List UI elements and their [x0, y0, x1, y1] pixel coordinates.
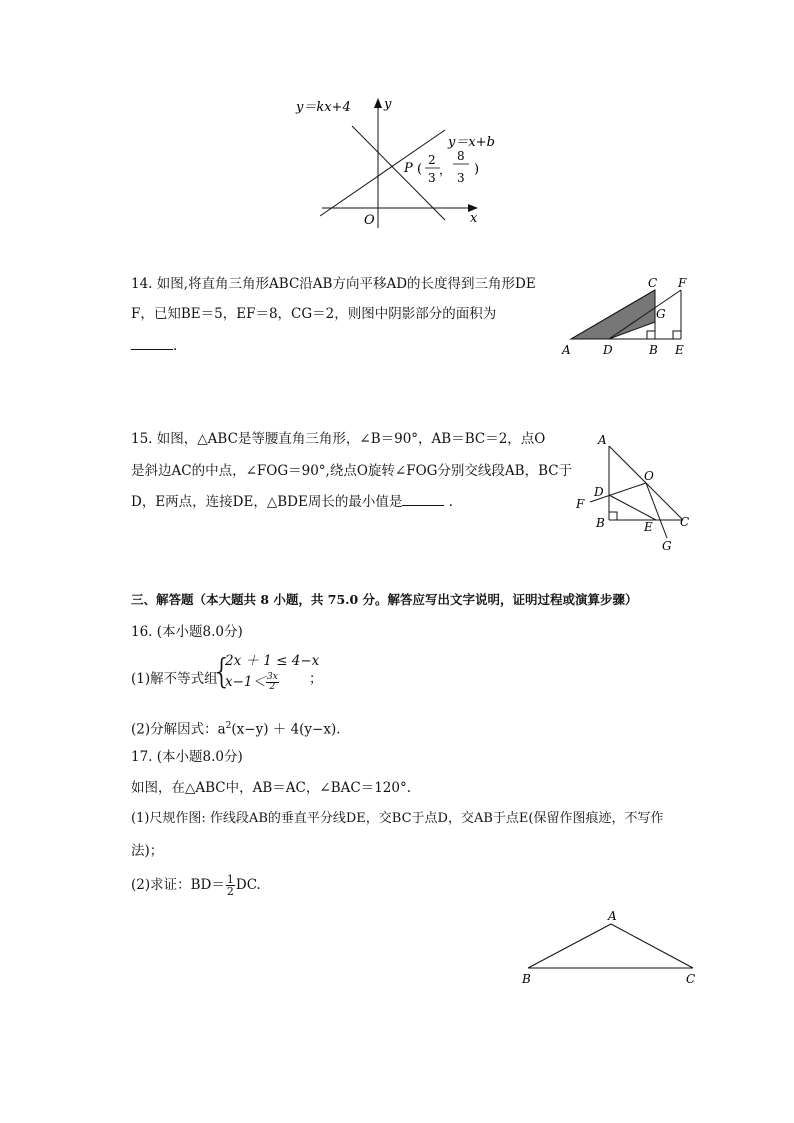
right-angle-e [673, 331, 681, 339]
q15-line3 [131, 493, 453, 511]
label-b: B [596, 516, 605, 530]
label-a: A [608, 909, 617, 923]
q14-line3 [131, 337, 177, 355]
label-line2: y＝x+b [448, 135, 495, 150]
label-c: C [686, 972, 696, 986]
fraction-den: 2 [269, 682, 276, 692]
py-num: 8 [457, 149, 465, 163]
q15-line2: 是斜边AC的中点，∠FOG＝90°,绕点O旋转∠FOG分别交线段AB，BC于 [131, 463, 573, 479]
figure-15-triangle [570, 430, 700, 555]
line-x-plus-b [320, 130, 445, 216]
q17-header: 17. (本小题8.0分) [131, 749, 243, 765]
label-c: C [680, 515, 690, 529]
label-origin: O [364, 213, 375, 228]
px-den: 3 [428, 171, 436, 185]
label-a: A [562, 343, 571, 357]
fraction-den: 2 [226, 885, 234, 898]
figure-14-triangles [555, 272, 705, 362]
label-e: E [675, 343, 684, 357]
q16-part2-prefix: (2)分解因式：a [131, 721, 226, 738]
q16-part2-rest: (x−y) ＋ 4(y−x). [231, 721, 341, 738]
q16-part1-prefix: (1)解不等式组 [131, 671, 218, 687]
side-ab [528, 924, 611, 968]
label-o: O [644, 469, 654, 483]
right-angle-b [647, 331, 655, 339]
fraction-num: 3x [267, 672, 278, 682]
q16-part2 [131, 717, 341, 739]
q17-line3: 法)； [131, 843, 164, 859]
inequality-2 [225, 673, 279, 692]
q14-line2: F，已知BE＝5，EF＝8，CG＝2，则图中阴影部分的面积为 [131, 306, 497, 322]
q14-line1: 14. 如图,将直角三角形ABC沿AB方向平移AD的长度得到三角形DE [131, 276, 536, 292]
label-b: B [649, 343, 658, 357]
label-f: F [576, 497, 585, 511]
q16-part1-suffix: ； [309, 671, 323, 687]
paren-right: ) [474, 162, 480, 177]
label-g: G [656, 307, 666, 321]
px-num: 2 [428, 153, 436, 167]
q15-line1: 15. 如图，△ABC是等腰直角三角形，∠B＝90°，AB＝BC＝2，点O [131, 431, 546, 447]
paren-left: ( [417, 162, 423, 177]
q17-line1: 如图，在△ABC中，AB＝AC，∠BAC＝120°. [131, 780, 411, 796]
fraction-num: 1 [226, 873, 234, 886]
segment-de [609, 495, 656, 520]
q16-header: 16. (本小题8.0分) [131, 624, 243, 640]
q15-period: . [448, 494, 453, 510]
right-angle-b [609, 512, 617, 520]
section-3-heading: 三、解答题（本大题共 8 小题，共 75.0 分。解答应写出文字说明，证明过程或演算步骤） [131, 592, 638, 607]
side-ac [611, 924, 693, 968]
label-d: D [594, 485, 604, 499]
q14-period: . [173, 338, 178, 354]
q17-line4 [131, 874, 261, 897]
label-b: B [522, 972, 531, 986]
figure-13-graph [290, 90, 510, 230]
q17-line4-prefix: (2)求证：BD＝ [131, 877, 225, 893]
py-den: 3 [457, 171, 465, 185]
answer-blank-14[interactable] [131, 337, 173, 350]
answer-blank-15[interactable] [402, 493, 444, 506]
inequality-2-lhs: x−1＜ [225, 674, 267, 690]
label-y-axis: y [384, 97, 392, 112]
q17-line4-suffix: DC. [235, 877, 261, 893]
label-e: E [644, 520, 653, 534]
inequality-1: 2x ＋ 1 ≤ 4−x [225, 653, 320, 669]
label-line1: y＝kx+4 [296, 100, 351, 115]
y-axis-arrow [374, 98, 382, 108]
q16-part2-exponent: 2 [225, 721, 232, 731]
q17-line2: (1)尺规作图: 作线段AB的垂直平分线DE，交BC于点D，交AB于点E(保留作图痕迹，不写作 [131, 811, 664, 826]
label-point-p: P [404, 161, 413, 176]
label-g: G [662, 539, 672, 553]
label-a: A [598, 433, 607, 447]
label-f: F [678, 276, 687, 290]
label-c: C [648, 276, 658, 290]
label-d: D [603, 343, 613, 357]
fraction-3x-over-2 [266, 673, 279, 692]
fraction-one-half [226, 874, 235, 897]
q15-line3-text: D，E两点，连接DE，△BDE周长的最小值是 [131, 494, 403, 510]
figure-17-triangle [515, 905, 705, 990]
point-comma: ， [439, 163, 452, 177]
label-x-axis: x [470, 211, 478, 226]
system-brace: { [211, 652, 233, 692]
